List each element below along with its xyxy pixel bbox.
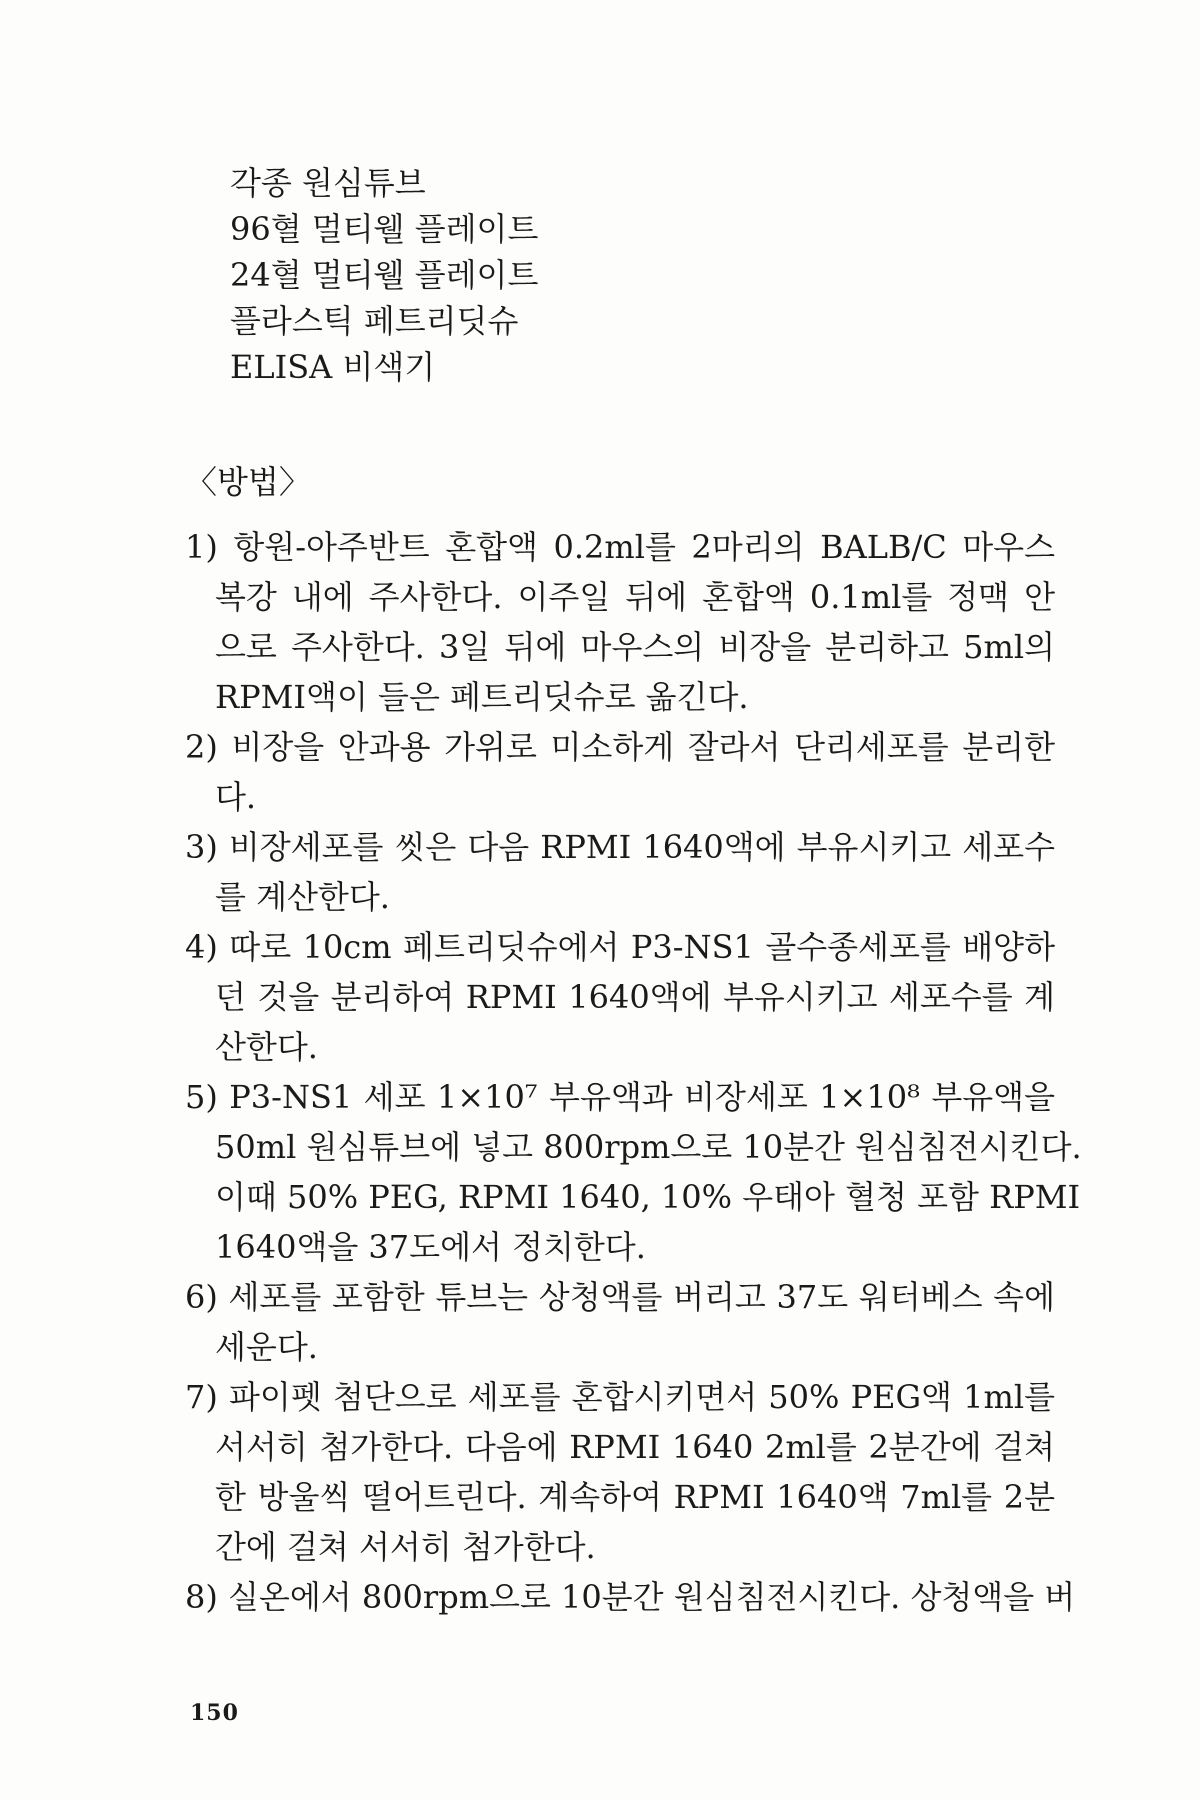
material-item: 96혈 멀티웰 플레이트 xyxy=(230,210,539,248)
step-line: 3) 비장세포를 씻은 다음 RPMI 1640액에 부유시키고 세포수 xyxy=(185,828,1055,866)
step-line: 한 방울씩 떨어트린다. 계속하여 RPMI 1640액 7ml를 2분 xyxy=(215,1478,1055,1516)
step-line: RPMI액이 들은 페트리딧슈로 옮긴다. xyxy=(215,678,749,716)
method-heading: 〈방법〉 xyxy=(185,463,311,501)
material-item: 플라스틱 페트리딧슈 xyxy=(230,302,519,340)
step-line: 으로 주사한다. 3일 뒤에 마우스의 비장을 분리하고 5ml의 xyxy=(215,628,1055,666)
step-line: 던 것을 분리하여 RPMI 1640액에 부유시키고 세포수를 계 xyxy=(215,978,1055,1016)
step-line: 2) 비장을 안과용 가위로 미소하게 잘라서 단리세포를 분리한 xyxy=(185,728,1055,766)
step-line: 이때 50% PEG, RPMI 1640, 10% 우태아 혈청 포함 RPMI xyxy=(215,1178,1081,1216)
step-line: 서서히 첨가한다. 다음에 RPMI 1640 2ml를 2분간에 걸쳐 xyxy=(215,1428,1055,1466)
step-line: 산한다. xyxy=(215,1028,318,1066)
step-line: 복강 내에 주사한다. 이주일 뒤에 혼합액 0.1ml를 정맥 안 xyxy=(215,578,1055,616)
step-line: 세운다. xyxy=(215,1328,318,1366)
step-line: 4) 따로 10cm 페트리딧슈에서 P3-NS1 골수종세포를 배양하 xyxy=(185,928,1055,966)
material-item: 각종 원심튜브 xyxy=(230,164,426,202)
step-line: 다. xyxy=(215,778,257,816)
step-line: 간에 걸쳐 서서히 첨가한다. xyxy=(215,1528,596,1566)
page-number: 150 xyxy=(190,1700,239,1726)
material-item: 24혈 멀티웰 플레이트 xyxy=(230,256,539,294)
step-line: 8) 실온에서 800rpm으로 10분간 원심침전시킨다. 상청액을 버 xyxy=(185,1578,1076,1616)
step-line: 1640액을 37도에서 정치한다. xyxy=(215,1228,646,1266)
step-line: 6) 세포를 포함한 튜브는 상청액를 버리고 37도 워터베스 속에 xyxy=(185,1278,1055,1316)
step-line: 5) P3-NS1 세포 1×10⁷ 부유액과 비장세포 1×10⁸ 부유액을 xyxy=(185,1078,1055,1116)
material-item: ELISA 비색기 xyxy=(230,348,436,386)
step-line: 를 계산한다. xyxy=(215,878,390,916)
method-steps xyxy=(185,522,1082,1622)
materials-list xyxy=(230,160,930,390)
step-line: 1) 항원-아주반트 혼합액 0.2ml를 2마리의 BALB/C 마우스 xyxy=(185,528,1055,566)
step-line: 50ml 원심튜브에 넣고 800rpm으로 10분간 원심침전시킨다. xyxy=(215,1128,1082,1166)
step-line: 7) 파이펫 첨단으로 세포를 혼합시키면서 50% PEG액 1ml를 xyxy=(185,1378,1055,1416)
